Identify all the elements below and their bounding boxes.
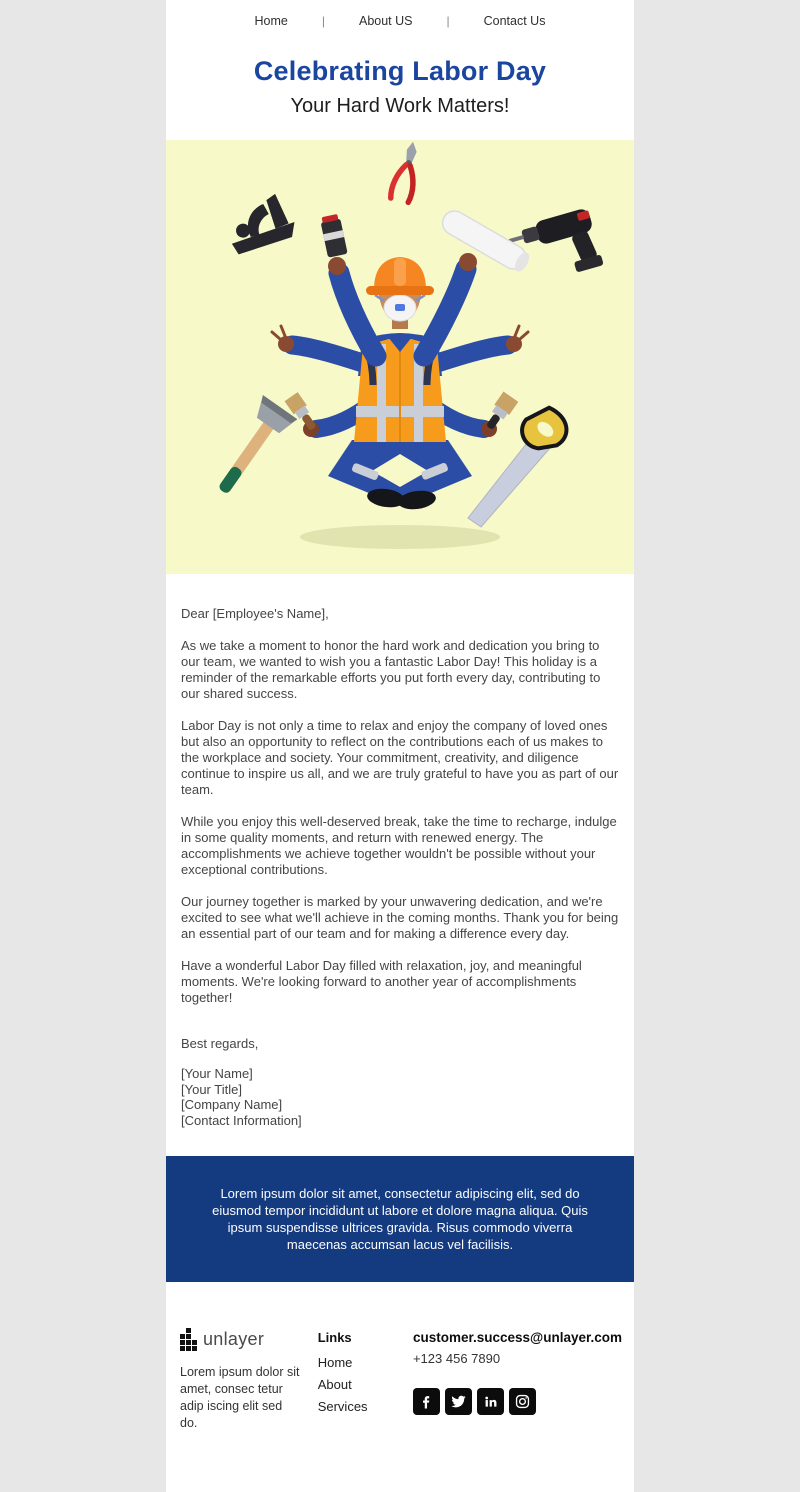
highlight-text: Lorem ipsum dolor sit amet, consectetur adipiscing elit, sed do eiusmod tempor incididunt ut labore et dolore magna aliqua. Quis ipsum suspendisse ultrices gravida. Risus commodo viverra maecenas accumsan lacus vel facilisis. bbox=[212, 1186, 588, 1252]
nav-link-about[interactable]: About US bbox=[358, 14, 413, 28]
twitter-icon[interactable] bbox=[445, 1388, 472, 1415]
linkedin-icon[interactable] bbox=[477, 1388, 504, 1415]
footer-links-column bbox=[318, 1328, 395, 1432]
social-icons-row bbox=[413, 1388, 622, 1415]
paragraph: While you enjoy this well-deserved break, take the time to recharge, indulge in some quality moments, and return with renewed energy. The accomplishments we achieve together wouldn't be possible without your exceptional contributions. bbox=[181, 814, 617, 877]
salutation: Dear [Employee's Name], bbox=[181, 606, 329, 621]
page-subtitle: Your Hard Work Matters! bbox=[290, 95, 510, 117]
signature-block bbox=[181, 1066, 619, 1128]
facebook-icon[interactable] bbox=[413, 1388, 440, 1415]
email-body bbox=[166, 574, 634, 1156]
footer-tagline: Lorem ipsum dolor sit amet, consec tetur adip iscing elit sed do. bbox=[180, 1365, 300, 1430]
email-page bbox=[166, 0, 634, 1492]
nav-separator: | bbox=[446, 14, 450, 28]
labor-day-illustration bbox=[166, 140, 634, 574]
top-nav bbox=[166, 0, 634, 42]
contact-email[interactable]: customer.success@unlayer.com bbox=[412, 1330, 622, 1345]
unlayer-logo-mark bbox=[180, 1328, 197, 1351]
footer-link-home[interactable]: Home bbox=[317, 1355, 353, 1370]
email-header bbox=[166, 42, 634, 140]
paragraph: Have a wonderful Labor Day filled with relaxation, joy, and meaningful moments. We're looking forward to another year of accomplishments together! bbox=[181, 958, 582, 1005]
highlight-banner bbox=[166, 1156, 634, 1282]
closing: Best regards, bbox=[181, 1036, 259, 1051]
footer-brand-column bbox=[180, 1328, 300, 1432]
nav-link-contact[interactable]: Contact Us bbox=[483, 14, 546, 28]
footer-link-services[interactable]: Services bbox=[317, 1399, 368, 1414]
signature-line: [Your Title] bbox=[181, 1081, 242, 1097]
footer-links-heading: Links bbox=[317, 1330, 352, 1345]
paragraph: Our journey together is marked by your unwavering dedication, and we're excited to see what we'll achieve in the coming months. Thank you for being an essential part of our team and for making a difference every day. bbox=[181, 894, 619, 941]
nav-separator: | bbox=[321, 14, 325, 28]
unlayer-logo bbox=[180, 1328, 300, 1351]
signature-line: [Your Name] bbox=[181, 1066, 253, 1081]
instagram-icon[interactable] bbox=[509, 1388, 536, 1415]
signature-line: [Contact Information] bbox=[181, 1112, 302, 1128]
unlayer-logo-text: unlayer bbox=[203, 1329, 265, 1349]
nav-link-home[interactable]: Home bbox=[254, 14, 288, 28]
footer-contact-column bbox=[413, 1328, 622, 1432]
hero-image bbox=[166, 140, 634, 574]
paragraph: As we take a moment to honor the hard work and dedication you bring to our team, we wanted to wish you a fantastic Labor Day! This holiday is a reminder of the remarkable efforts you put forth every day, contributing to our shared success. bbox=[181, 638, 601, 701]
signature-line: [Company Name] bbox=[181, 1097, 283, 1112]
contact-phone: +123 456 7890 bbox=[412, 1351, 501, 1366]
footer-link-about[interactable]: About bbox=[317, 1377, 352, 1392]
paragraph: Labor Day is not only a time to relax and enjoy the company of loved ones but also an opportunity to reflect on the contributions each of us makes to the workplace and society. Your commitment, creativity, and diligence continue to inspire us all, and we are truly grateful to have you as part of our team. bbox=[181, 718, 619, 797]
email-footer bbox=[166, 1282, 634, 1492]
page-title: Celebrating Labor Day bbox=[253, 56, 547, 86]
